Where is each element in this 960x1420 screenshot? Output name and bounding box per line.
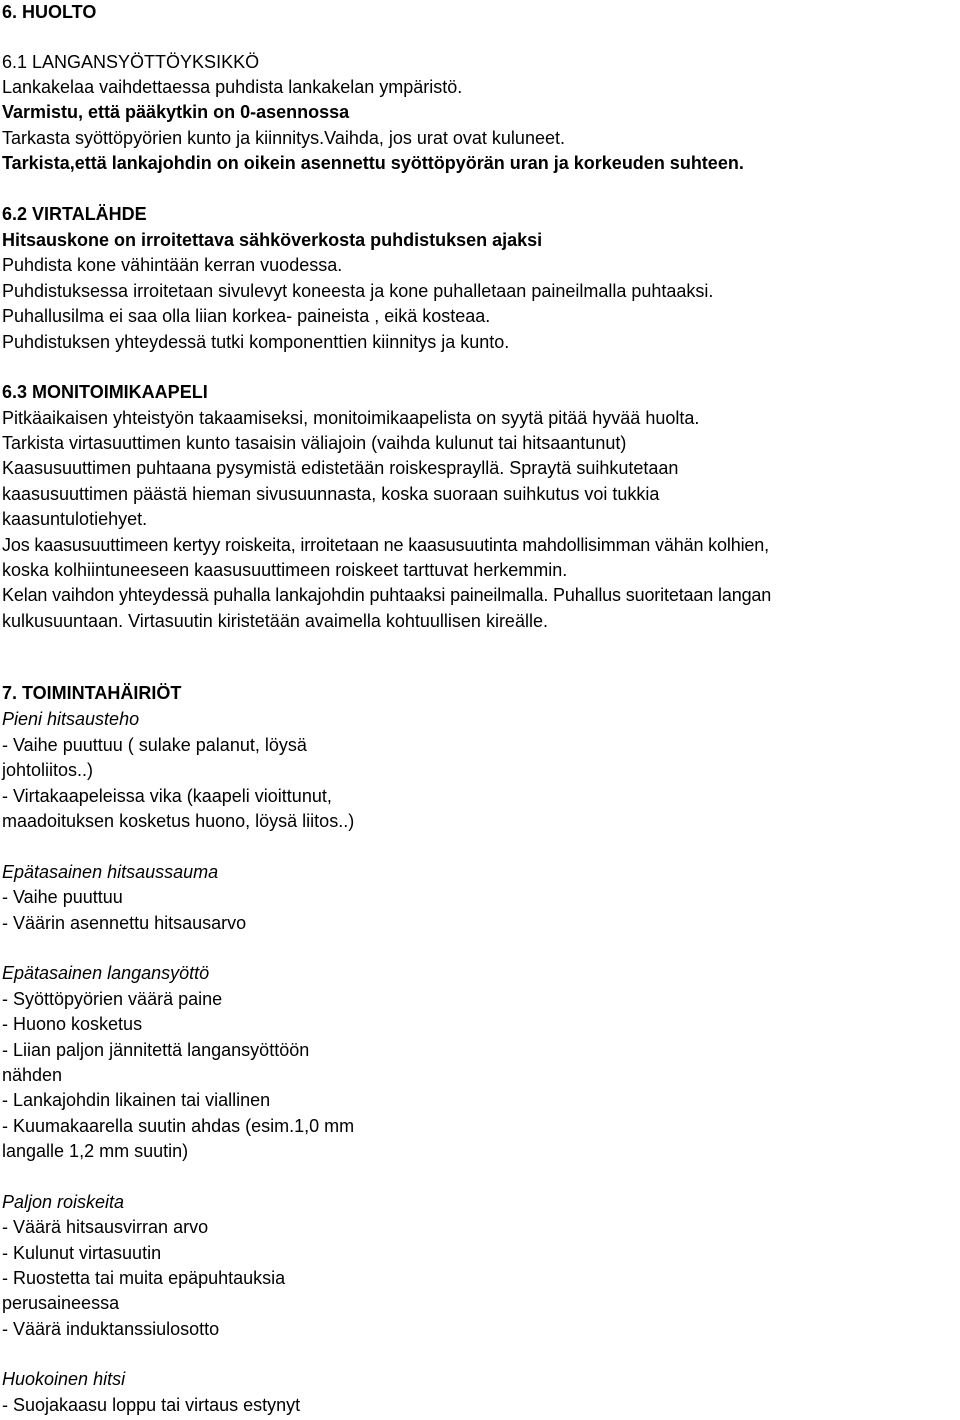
fault-heading: Pieni hitsausteho [2, 709, 140, 729]
fault-cause: - Vaihe puuttuu ( sulake palanut, löysä [2, 735, 307, 755]
section-6-3-line: Kaasusuuttimen puhtaana pysymistä edistetään roiskesprayllä. Spraytä suihkutetaan [2, 458, 679, 478]
section-6-3-line: kaasusuuttimen päästä hieman sivusuunnasta, koska suoraan suihkutus voi tukkia [2, 484, 660, 504]
fault-heading: Epätasainen langansyöttö [2, 963, 210, 983]
fault-cause: nähden [2, 1065, 63, 1085]
section-6-3-line: Tarkista virtasuuttimen kunto tasaisin väliajoin (vaihda kulunut tai hitsaantunut) [2, 433, 627, 453]
fault-cause: - Väärä hitsausvirran arvo [2, 1217, 209, 1237]
section-6-2-line: Puhdista kone vähintään kerran vuodessa. [2, 255, 343, 275]
fault-cause: - Väärin asennettu hitsausarvo [2, 913, 247, 933]
fault-cause: - Ruostetta tai muita epäpuhtauksia [2, 1268, 286, 1288]
fault-cause: - Kuumakaarella suutin ahdas (esim.1,0 mm [2, 1116, 355, 1136]
fault-cause: - Vaihe puuttuu [2, 887, 123, 907]
fault-cause: - Syöttöpyörien väärä paine [2, 989, 223, 1009]
section-6-3-line: Kelan vaihdon yhteydessä puhalla lankajohdin puhtaaksi paineilmalla. Puhallus suoritetaan langan [2, 585, 772, 605]
fault-cause: langalle 1,2 mm suutin) [2, 1141, 189, 1161]
section-7-title: 7. TOIMINTAHÄIRIÖT [2, 683, 182, 703]
section-6-2-line: Puhdistuksen yhteydessä tutki komponenttien kiinnitys ja kunto. [2, 332, 510, 352]
section-6-3-line: Jos kaasusuuttimeen kertyy roiskeita, irroitetaan ne kaasusuutinta mahdollisimman vähän kolhien, [2, 535, 770, 555]
fault-cause: - Virtakaapeleissa vika (kaapeli vioittunut, [2, 786, 332, 806]
fault-cause: - Kulunut virtasuutin [2, 1243, 162, 1263]
section-6-2-line: Puhdistuksessa irroitetaan sivulevyt koneesta ja kone puhalletaan paineilmalla puhtaaksi. [2, 281, 714, 301]
section-6-1-line-emphasis: Tarkista,että lankajohdin on oikein asennettu syöttöpyörän uran ja korkeuden suhteen. [2, 153, 744, 173]
fault-cause: - Lankajohdin likainen tai viallinen [2, 1090, 271, 1110]
section-6-3-line: kaasuntulotiehyet. [2, 509, 148, 529]
section-6-3-title: 6.3 MONITOIMIKAAPELI [2, 382, 208, 402]
section-6-1-title: 6.1 LANGANSYÖTTÖYKSIKKÖ [2, 52, 260, 72]
fault-cause: - Huono kosketus [2, 1014, 143, 1034]
section-6-1-line: Lankakelaa vaihdettaessa puhdista lankakelan ympäristö. [2, 77, 463, 97]
section-6-2-title: 6.2 VIRTALÄHDE [2, 204, 147, 224]
main-title: 6. HUOLTO [2, 2, 97, 22]
fault-cause: maadoituksen kosketus huono, löysä liitos..) [2, 811, 355, 831]
fault-cause: - Liian paljon jännitettä langansyöttöön [2, 1040, 310, 1060]
section-6-2-line: Puhallusilma ei saa olla liian korkea- paineista , eikä kosteaa. [2, 306, 491, 326]
section-6-1-line: Tarkasta syöttöpyörien kunto ja kiinnitys.Vaihda, jos urat ovat kuluneet. [2, 128, 565, 148]
fault-cause: johtoliitos..) [2, 760, 94, 780]
fault-cause: perusaineessa [2, 1293, 120, 1313]
section-6-3-line: Pitkäaikaisen yhteistyön takaamiseksi, monitoimikaapelista on syytä pitää hyvää huolta. [2, 408, 700, 428]
fault-cause: - Suojakaasu loppu tai virtaus estynyt [2, 1395, 301, 1415]
section-6-2-warning: Hitsauskone on irroitettava sähköverkosta puhdistuksen ajaksi [2, 230, 543, 250]
fault-heading: Huokoinen hitsi [2, 1369, 126, 1389]
fault-heading: Epätasainen hitsaussauma [2, 862, 219, 882]
section-6-3-line: kulkusuuntaan. Virtasuutin kiristetään avaimella kohtuullisen kireälle. [2, 611, 548, 631]
section-6-1-line-emphasis: Varmistu, että pääkytkin on 0-asennossa [2, 102, 350, 122]
fault-heading: Paljon roiskeita [2, 1192, 125, 1212]
section-6-3-line: koska kolhiintuneeseen kaasusuuttimeen roiskeet tarttuvat herkemmin. [2, 560, 568, 580]
fault-cause: - Väärä induktanssiulosotto [2, 1319, 220, 1339]
